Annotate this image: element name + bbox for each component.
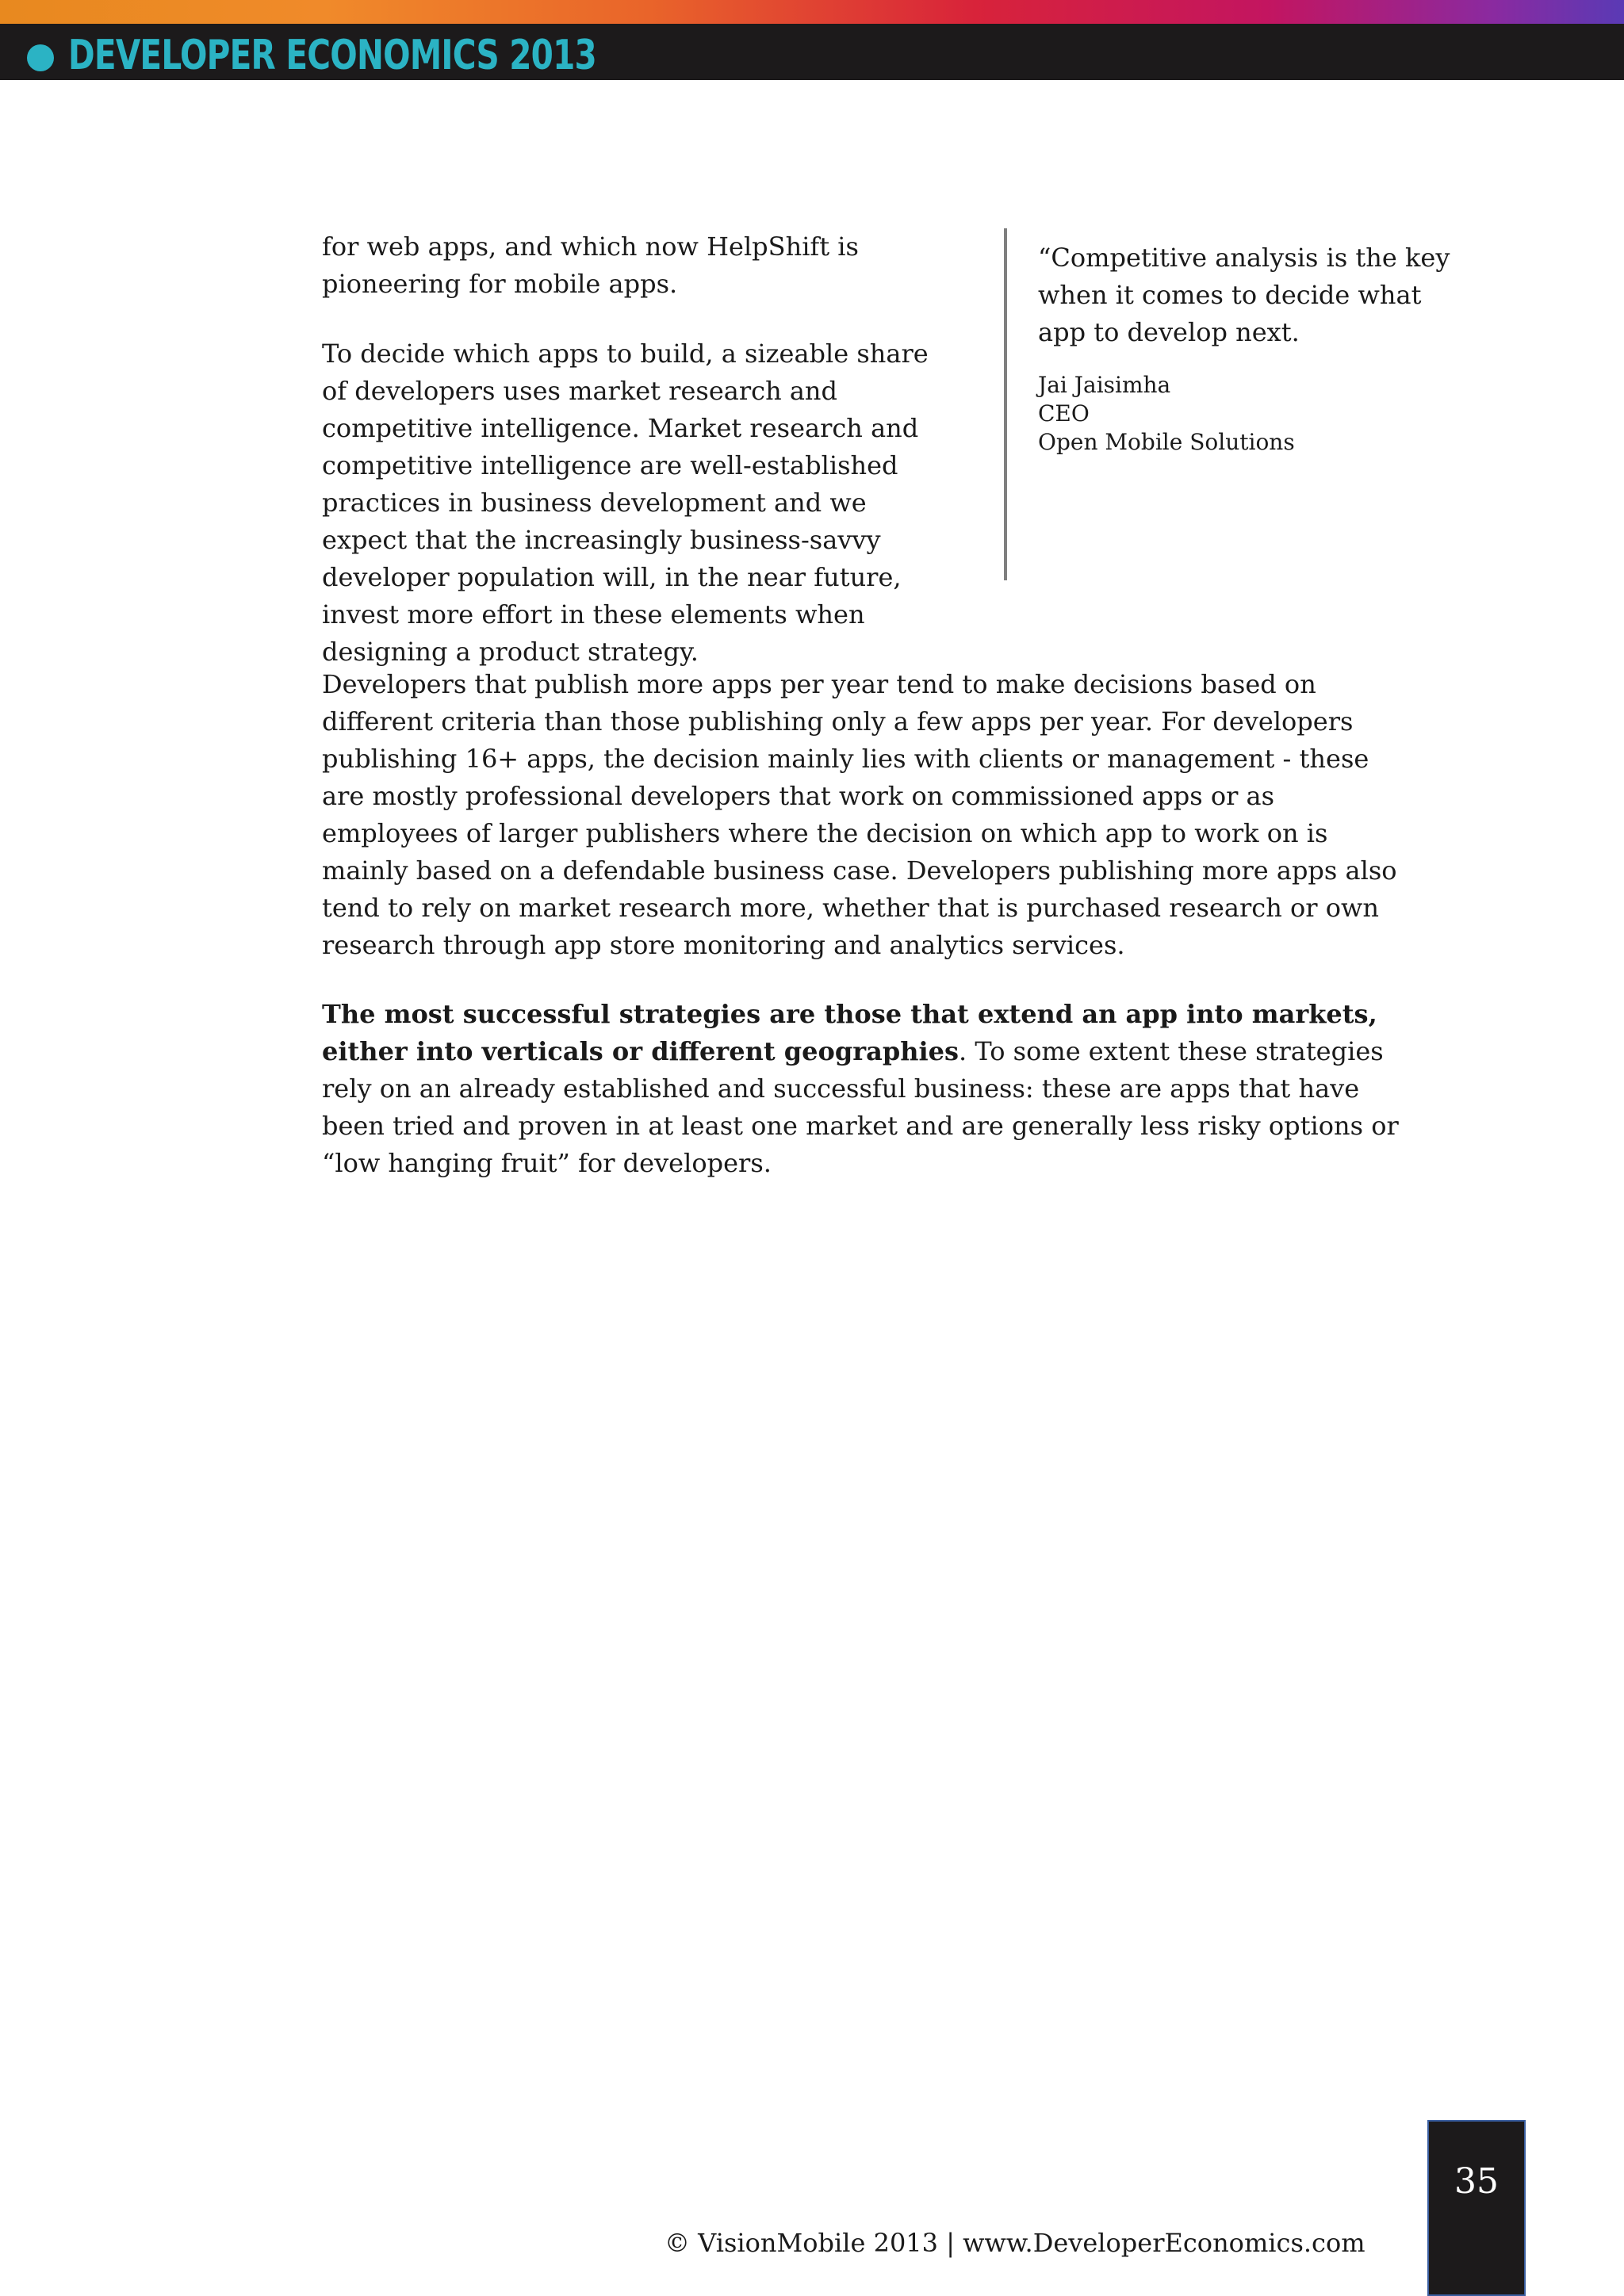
header-gradient-stripe <box>0 0 1624 24</box>
paragraph-1: for web apps, and which now HelpShift is pioneering for mobile apps. <box>322 232 859 299</box>
header-dot-icon <box>27 44 54 71</box>
paragraph-4 <box>322 996 1400 1182</box>
paragraph-2: To decide which apps to build, a sizeable share of developers uses market research and competitive intelligence. Market research and competitive intelligence are well-established practices in business development and we expect that the increasingly business-savvy developer population will, in the near future, invest more effort in these elements when designing a product strategy. <box>322 339 929 667</box>
quote-author-name: Jai Jaisimha <box>1038 372 1171 398</box>
quote-attribution <box>1038 371 1466 457</box>
pull-quote-text: “Competitive analysis is the key when it comes to decide what app to develop next. <box>1038 243 1450 347</box>
page-number: 35 <box>1454 2161 1499 2202</box>
header-bar <box>0 0 1624 80</box>
paragraph-4-rest: . To some extent these strategies rely on an already established and successful business: these are apps that have been tried and proven in at least one market and are generally less risky options or “low hanging fruit” for developers. <box>322 1036 1399 1178</box>
quote-author-company: Open Mobile Solutions <box>1038 429 1295 455</box>
paragraph-3: Developers that publish more apps per year tend to make decisions based on different criteria than those publishing only a few apps per year. For developers publishing 16+ apps, the decision mainly lies with clients or management - these are mostly professional developers that work on commissioned apps or as employees of larger publishers where the decision on which app to work on is mainly based on a defendable business case. Developers publishing more apps also tend to rely on market research more, whether that is purchased research or own research through app store monitoring and analytics services. <box>322 669 1397 960</box>
quote-author-role: CEO <box>1038 400 1090 427</box>
header-title: DEVELOPER ECONOMICS 2013 <box>68 32 596 79</box>
page-number-box <box>1427 2120 1526 2296</box>
footer-copyright: © VisionMobile 2013 | www.DeveloperEconomics.com <box>665 2228 1365 2258</box>
quote-divider <box>1004 228 1007 580</box>
paragraph-4-bold: The most successful strategies are those that extend an app into markets, either into verticals or different geographies <box>322 999 1377 1066</box>
